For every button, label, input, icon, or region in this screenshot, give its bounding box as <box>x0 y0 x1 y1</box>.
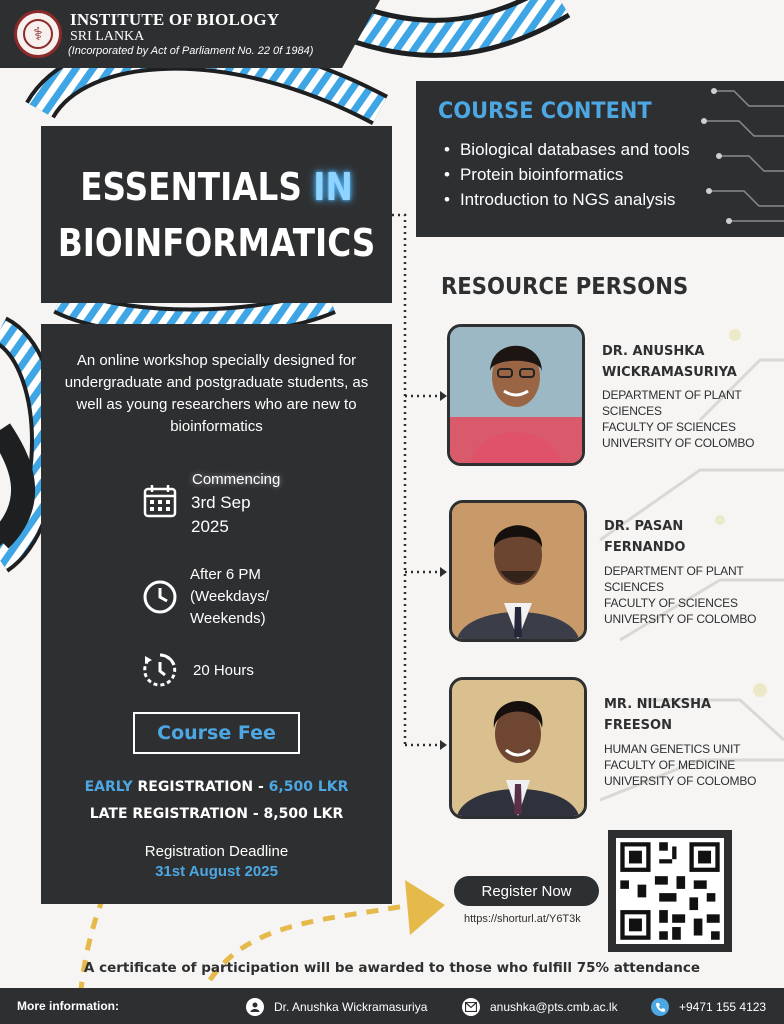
workshop-info-panel <box>41 324 392 904</box>
person-name-1-line-1: DR. ANUSHKA <box>602 344 705 359</box>
qr-code-icon <box>616 838 724 944</box>
start-date <box>191 491 251 539</box>
affiliation-line: UNIVERSITY OF COLOMBO <box>604 612 757 626</box>
schedule-time <box>190 564 269 630</box>
affiliation-line: FACULTY OF SCIENCES <box>602 420 736 434</box>
affiliation-line: SCIENCES <box>604 580 664 594</box>
late-registration: LATE REGISTRATION - 8,500 LKR <box>89 806 344 822</box>
footer-contact-name <box>246 998 427 1016</box>
person-photo-2 <box>449 500 587 642</box>
time-line-2: (Weekdays/ <box>190 588 269 605</box>
course-content-heading: COURSE CONTENT <box>438 99 652 124</box>
contact-name-text: Dr. Anushka Wickramasuriya <box>274 1000 428 1014</box>
affiliation-line: UNIVERSITY OF COLOMBO <box>602 436 755 450</box>
person-photo-1 <box>447 324 585 466</box>
person-name-3-line-1: MR. NILAKSHA <box>604 697 712 712</box>
phone-text[interactable]: +9471 155 4123 <box>679 1000 767 1014</box>
person-name-1 <box>602 341 737 383</box>
person-name-1-line-2: WICKRAMASURIYA <box>602 365 737 380</box>
affiliation-line: FACULTY OF MEDICINE <box>604 758 736 772</box>
person-photo-3 <box>449 677 587 819</box>
caduceus-icon: ⚕ <box>23 19 53 49</box>
certificate-note: A certificate of participation will be awarded to those who fulfill 75% attendance <box>83 960 701 976</box>
duration-timer-icon <box>142 652 178 688</box>
title-word-in: IN <box>313 164 353 209</box>
footer-bar <box>0 988 784 1024</box>
deadline-label: Registration Deadline <box>144 843 289 860</box>
org-act: (Incorporated by Act of Parliament No. 22 0f 1984) <box>68 45 314 57</box>
affiliation-line: HUMAN GENETICS UNIT <box>604 742 741 756</box>
org-country: SRI LANKA <box>70 29 145 44</box>
list-item: • Protein bioinformatics <box>444 162 690 187</box>
commencing-label: Commencing <box>192 471 281 488</box>
person-name-3-line-2: FREESON <box>604 718 672 733</box>
person-name-3 <box>604 694 711 736</box>
person-name-2 <box>604 516 685 558</box>
workshop-intro: An online workshop specially designed for undergraduate and postgraduate students, as well as young researchers who are new to bioinformatics <box>64 352 369 435</box>
calendar-icon <box>142 483 178 519</box>
person-affiliation-3 <box>604 741 756 789</box>
early-registration-text: REGISTRATION - <box>137 779 269 795</box>
title-line-2: BIOINFORMATICS <box>57 220 376 265</box>
start-date-line-2: 2025 <box>191 517 229 536</box>
phone-icon <box>651 998 669 1016</box>
early-price: 6,500 LKR <box>268 779 349 795</box>
circuit-decoration <box>694 81 784 237</box>
deadline-date: 31st August 2025 <box>155 863 278 880</box>
register-url-link[interactable]: https://shorturl.at/Y6T3k <box>464 913 581 925</box>
time-line-1: After 6 PM <box>190 566 261 583</box>
course-content-list <box>444 137 690 212</box>
affiliation-line: DEPARTMENT OF PLANT <box>604 564 744 578</box>
register-qr-code[interactable] <box>608 830 732 952</box>
person-icon <box>246 998 264 1016</box>
person-name-2-line-1: DR. PASAN <box>604 519 684 534</box>
time-line-3: Weekends) <box>190 610 266 627</box>
early-label: EARLY <box>84 779 133 795</box>
org-name: INSTITUTE OF BIOLOGY <box>70 10 280 29</box>
title-word-essentials: ESSENTIALS <box>80 164 302 209</box>
title-panel <box>41 126 392 303</box>
footer-label: More information: <box>17 999 119 1013</box>
list-item: • Biological databases and tools <box>444 137 690 162</box>
footer-email[interactable] <box>462 998 618 1016</box>
title-line-1 <box>80 159 353 215</box>
clock-icon <box>142 579 178 615</box>
register-now-button[interactable]: Register Now <box>454 876 599 906</box>
person-name-2-line-2: FERNANDO <box>604 540 686 555</box>
institute-logo <box>14 10 62 58</box>
course-fee-heading: Course Fee <box>133 712 300 754</box>
duration-hours: 20 Hours <box>193 662 254 679</box>
course-content-panel <box>416 81 784 237</box>
affiliation-line: DEPARTMENT OF PLANT <box>602 388 742 402</box>
affiliation-line: UNIVERSITY OF COLOMBO <box>604 774 757 788</box>
resource-persons-heading: RESOURCE PERSONS <box>441 274 689 300</box>
person-affiliation-1 <box>602 387 754 451</box>
list-item: • Introduction to NGS analysis <box>444 187 690 212</box>
affiliation-line: SCIENCES <box>602 404 662 418</box>
affiliation-line: FACULTY OF SCIENCES <box>604 596 738 610</box>
start-date-line-1: 3rd Sep <box>191 493 251 512</box>
mail-icon <box>462 998 480 1016</box>
email-text[interactable]: anushka@pts.cmb.ac.lk <box>490 1000 618 1014</box>
footer-phone[interactable] <box>651 998 766 1016</box>
early-registration <box>41 779 392 795</box>
person-affiliation-2 <box>604 563 756 627</box>
